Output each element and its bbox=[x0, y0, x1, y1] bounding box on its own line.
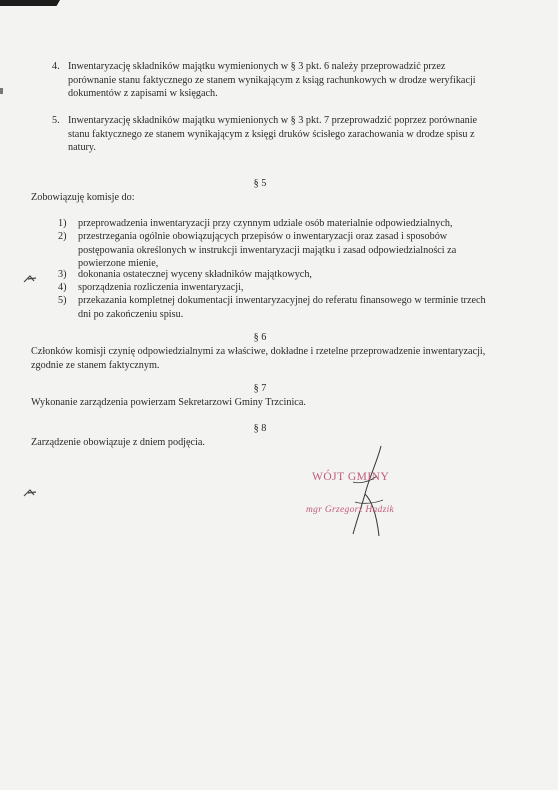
list-item bbox=[58, 230, 498, 271]
item-number: 5) bbox=[58, 295, 67, 306]
list-item bbox=[58, 268, 498, 282]
item-text: Inwentaryzację składników majątku wymienionych w § 3 pkt. 7 przeprowadzić poprzez porównanie stanu faktycznego ze stanem wynikającym z księgi druków ścisłego zarachowania w drodze spisu z natury. bbox=[68, 115, 478, 153]
section-text: Zarządzenie obowiązuje z dniem podjęcia. bbox=[31, 437, 205, 448]
list-item bbox=[58, 217, 498, 231]
list-item bbox=[58, 294, 498, 321]
scan-edge-mark bbox=[0, 88, 3, 94]
section-heading: § 7 bbox=[253, 383, 267, 394]
margin-mark bbox=[22, 487, 38, 499]
list-item bbox=[52, 114, 492, 155]
section-heading: § 6 bbox=[253, 332, 267, 343]
item-number: 3) bbox=[58, 269, 67, 280]
item-text: dokonania ostatecznej wyceny składników majątkowych, bbox=[78, 269, 312, 280]
section-heading: § 5 bbox=[253, 178, 267, 189]
stamp-name: mgr Grzegorz Hadzik bbox=[306, 505, 395, 515]
list-item bbox=[58, 281, 498, 295]
item-text: przekazania kompletnej dokumentacji inwentaryzacyjnej do referatu finansowego w terminie trzech dni po zakończeniu spisu. bbox=[78, 295, 486, 320]
section-text: Członków komisji czynię odpowiedzialnymi za właściwe, dokładne i rzetelne przeprowadzenie inwentaryzacji, zgodnie ze stanem faktycznym. bbox=[31, 346, 486, 371]
list-item bbox=[52, 60, 492, 101]
stamp-title: WÓJT GMINY bbox=[312, 471, 390, 483]
item-text: przeprowadzenia inwentaryzacji przy czynnym udziale osób materialnie odpowiedzialnych, bbox=[78, 218, 453, 229]
item-number: 5. bbox=[52, 115, 60, 126]
section-heading: § 8 bbox=[253, 423, 267, 434]
item-number: 2) bbox=[58, 231, 67, 242]
item-text: przestrzegania ogólnie obowiązujących przepisów o inwentaryzacji oraz zasad i sposobów postępowania określonych w instrukcji inwentaryzacji majątku i zasad odpowiedzialności za powierzone mienie, bbox=[78, 231, 457, 269]
scan-corner-mark bbox=[0, 0, 60, 6]
section-text: Wykonanie zarządzenia powierzam Sekretarzowi Gminy Trzcinica. bbox=[31, 397, 306, 408]
item-number: 4. bbox=[52, 61, 60, 72]
item-text: sporządzenia rozliczenia inwentaryzacji, bbox=[78, 282, 244, 293]
section-intro: Zobowiązuję komisje do: bbox=[31, 192, 135, 203]
item-number: 1) bbox=[58, 218, 67, 229]
item-text: Inwentaryzację składników majątku wymienionych w § 3 pkt. 6 należy przeprowadzić przez porównanie stanu faktycznego ze stanem wynikającym z ksiąg rachunkowych w drodze weryfikacji dokumentów z zapisami w księgach. bbox=[68, 61, 476, 99]
signature bbox=[325, 442, 405, 542]
margin-mark bbox=[22, 273, 38, 285]
item-number: 4) bbox=[58, 282, 67, 293]
